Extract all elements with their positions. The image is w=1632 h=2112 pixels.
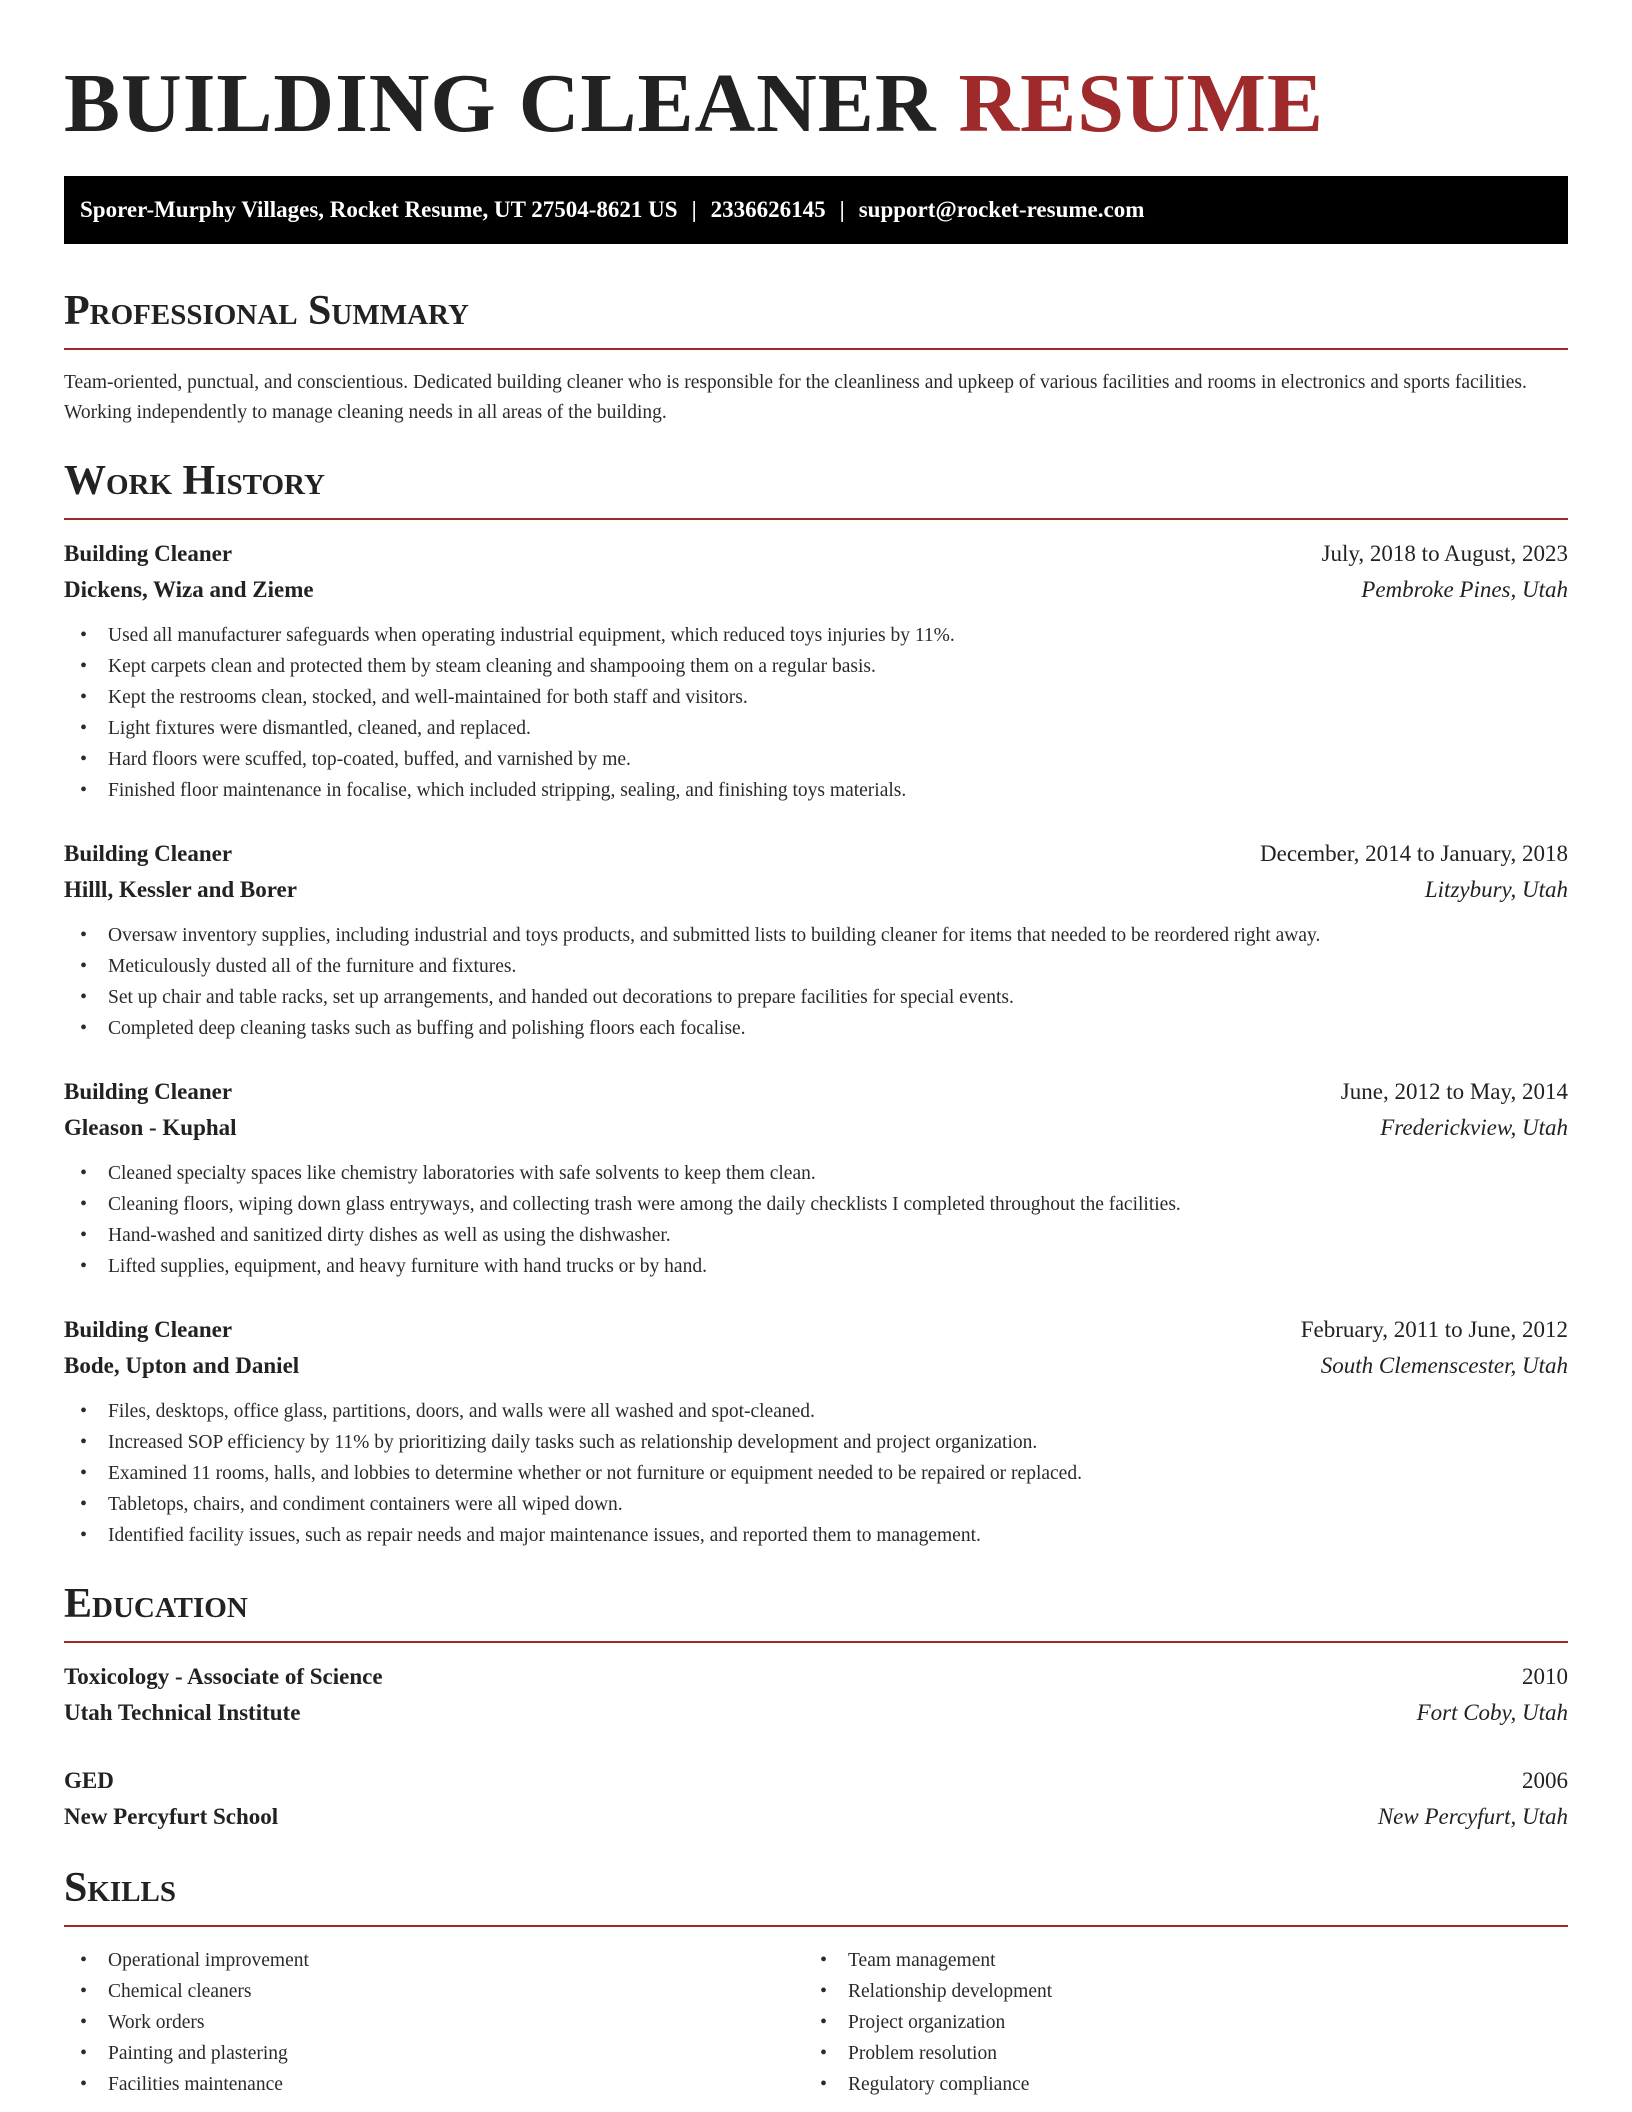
education-location: New Percyfurt, Utah — [1377, 1804, 1568, 1829]
education-header — [64, 1659, 1568, 1695]
list-item: • Hard floors were scuffed, top-coated, buffed, and varnished by me. — [64, 744, 1568, 775]
section-heading: Education — [64, 1581, 248, 1627]
contact-address: Sporer-Murphy Villages, Rocket Resume, UT 27504-8621 US — [80, 197, 678, 222]
contact-separator: | — [839, 197, 845, 222]
skills-list-right — [804, 1945, 1544, 2100]
education-header — [64, 1763, 1568, 1799]
list-item: • Cleaning floors, wiping down glass entryways, and collecting trash were among the daily checklists I completed throughout the facilities. — [64, 1189, 1568, 1220]
job-location: Frederickview, Utah — [1380, 1115, 1568, 1140]
section-heading: Work History — [64, 458, 325, 504]
job-header — [64, 1074, 1568, 1110]
job-header — [64, 836, 1568, 872]
list-item: • Set up chair and table racks, set up arrangements, and handed out decorations to prepare facilities for special events. — [64, 982, 1568, 1013]
job-dates: June, 2012 to May, 2014 — [1340, 1079, 1568, 1104]
summary-section — [64, 286, 1568, 428]
education-school: Utah Technical Institute — [64, 1700, 301, 1725]
job-subheader — [64, 1348, 1568, 1384]
contact-email: support@rocket-resume.com — [858, 197, 1145, 222]
list-item: • Painting and plastering — [64, 2038, 804, 2069]
job-title: Building Cleaner — [64, 541, 233, 566]
section-divider — [64, 1925, 1568, 1927]
list-item: • Regulatory compliance — [804, 2069, 1544, 2100]
section-divider — [64, 518, 1568, 520]
job-bullets — [64, 1396, 1568, 1551]
education-subheader — [64, 1695, 1568, 1731]
list-item: • Chemical cleaners — [64, 1976, 804, 2007]
education-degree: Toxicology - Associate of Science — [64, 1664, 383, 1689]
list-item: • Completed deep cleaning tasks such as buffing and polishing floors each focalise. — [64, 1013, 1568, 1044]
list-item: • Work orders — [64, 2007, 804, 2038]
education-year: 2006 — [1522, 1768, 1568, 1793]
list-item: • Increased SOP efficiency by 11% by prioritizing daily tasks such as relationship development and project organization. — [64, 1427, 1568, 1458]
contact-phone: 2336626145 — [710, 197, 826, 222]
job-bullets — [64, 620, 1568, 806]
list-item: • Kept carpets clean and protected them by steam cleaning and shampooing them on a regular basis. — [64, 651, 1568, 682]
contact-separator: | — [691, 197, 697, 222]
summary-text: Team-oriented, punctual, and conscientious. Dedicated building cleaner who is responsible for the cleanliness and upkeep of various facilities and rooms in electronics and sports facilities. Working independently to manage cleaning needs in all areas of the building. — [64, 372, 1527, 423]
list-item: • Kept the restrooms clean, stocked, and well-maintained for both staff and visitors. — [64, 682, 1568, 713]
job-title: Building Cleaner — [64, 1317, 233, 1342]
list-item: • Oversaw inventory supplies, including industrial and toys products, and submitted lists to building cleaner for items that needed to be reordered right away. — [64, 920, 1568, 951]
list-item: • Examined 11 rooms, halls, and lobbies to determine whether or not furniture or equipment needed to be repaired or replaced. — [64, 1458, 1568, 1489]
list-item: • Relationship development — [804, 1976, 1544, 2007]
list-item: • Project organization — [804, 2007, 1544, 2038]
list-item: • Light fixtures were dismantled, cleaned, and replaced. — [64, 713, 1568, 744]
job-entry — [64, 1312, 1568, 1551]
job-dates: December, 2014 to January, 2018 — [1260, 841, 1568, 866]
job-location: Litzybury, Utah — [1424, 877, 1568, 902]
job-dates: February, 2011 to June, 2012 — [1300, 1317, 1568, 1342]
list-item: • Files, desktops, office glass, partitions, doors, and walls were all washed and spot-cleaned. — [64, 1396, 1568, 1427]
title-accent: RESUME — [958, 57, 1324, 150]
job-location: Pembroke Pines, Utah — [1361, 577, 1568, 602]
list-item: • Facilities maintenance — [64, 2069, 804, 2100]
job-subheader — [64, 572, 1568, 608]
list-item: • Team management — [804, 1945, 1544, 1976]
education-location: Fort Coby, Utah — [1416, 1700, 1568, 1725]
list-item: • Tabletops, chairs, and condiment containers were all wiped down. — [64, 1489, 1568, 1520]
list-item: • Identified facility issues, such as repair needs and major maintenance issues, and reported them to management. — [64, 1520, 1568, 1551]
job-location: South Clemenscester, Utah — [1320, 1353, 1568, 1378]
education-entry — [64, 1659, 1568, 1731]
section-divider — [64, 1641, 1568, 1643]
list-item: • Lifted supplies, equipment, and heavy furniture with hand trucks or by hand. — [64, 1251, 1568, 1282]
section-heading: Professional Summary — [64, 288, 469, 334]
job-company: Hilll, Kessler and Borer — [64, 877, 297, 902]
job-company: Gleason - Kuphal — [64, 1115, 237, 1140]
job-subheader — [64, 1110, 1568, 1146]
work-section — [64, 456, 1568, 1551]
list-item: • Hand-washed and sanitized dirty dishes as well as using the dishwasher. — [64, 1220, 1568, 1251]
job-title: Building Cleaner — [64, 1079, 233, 1104]
education-subheader — [64, 1799, 1568, 1835]
list-item: • Finished floor maintenance in focalise, which included stripping, sealing, and finishing toys materials. — [64, 775, 1568, 806]
education-school: New Percyfurt School — [64, 1804, 279, 1829]
education-section — [64, 1579, 1568, 1835]
job-header — [64, 1312, 1568, 1348]
job-company: Bode, Upton and Daniel — [64, 1353, 300, 1378]
job-bullets — [64, 920, 1568, 1044]
list-item: • Problem resolution — [804, 2038, 1544, 2069]
job-entry — [64, 1074, 1568, 1282]
section-divider — [64, 348, 1568, 350]
title-main: BUILDING CLEANER — [64, 57, 937, 150]
job-dates: July, 2018 to August, 2023 — [1321, 541, 1568, 566]
education-degree: GED — [64, 1768, 114, 1793]
education-entry — [64, 1763, 1568, 1835]
job-subheader — [64, 872, 1568, 908]
section-heading: Skills — [64, 1865, 177, 1911]
list-item: • Used all manufacturer safeguards when operating industrial equipment, which reduced toys injuries by 11%. — [64, 620, 1568, 651]
job-title: Building Cleaner — [64, 841, 233, 866]
resume-page — [64, 0, 1568, 2100]
job-entry — [64, 536, 1568, 806]
list-item: • Cleaned specialty spaces like chemistry laboratories with safe solvents to keep them clean. — [64, 1158, 1568, 1189]
education-year: 2010 — [1522, 1664, 1568, 1689]
skills-columns — [64, 1945, 1568, 2100]
skills-section — [64, 1863, 1568, 2100]
job-company: Dickens, Wiza and Zieme — [64, 577, 314, 602]
contact-bar — [64, 176, 1568, 244]
resume-title — [64, 56, 1568, 152]
job-bullets — [64, 1158, 1568, 1282]
list-item: • Meticulously dusted all of the furniture and fixtures. — [64, 951, 1568, 982]
list-item: • Operational improvement — [64, 1945, 804, 1976]
job-header — [64, 536, 1568, 572]
job-entry — [64, 836, 1568, 1044]
skills-list-left — [64, 1945, 804, 2100]
